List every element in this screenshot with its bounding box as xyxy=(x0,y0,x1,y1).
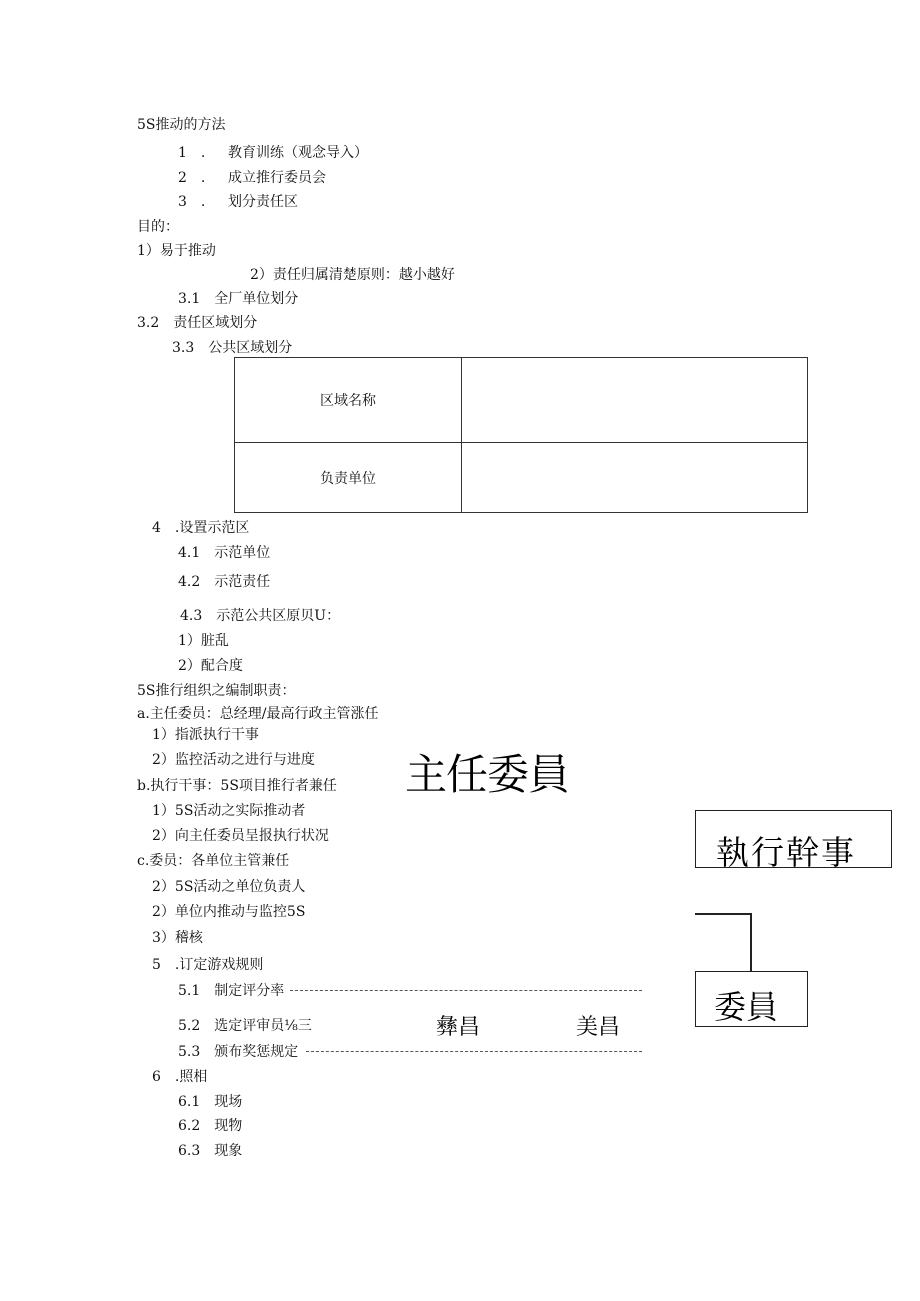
subsection-5-1: 5.1 制定评分率 xyxy=(178,983,285,999)
method-num-2: 2 . xyxy=(178,170,206,186)
method-num-1: 1 . xyxy=(178,145,206,161)
subsection-4-2: 4.2 示范责任 xyxy=(178,574,271,590)
principle-item-1: 1）脏乱 xyxy=(178,633,229,649)
chair-duty-2: 2）监控活动之进行与进度 xyxy=(152,752,315,768)
method-text-2: 成立推行委员会 xyxy=(228,170,326,186)
executive-duty-1: 1）5S活动之实际推动者 xyxy=(152,803,306,819)
section-5: 5 .订定游戏规则 xyxy=(152,957,264,973)
subsection-3-3: 3.3 公共区域划分 xyxy=(172,340,293,356)
responsible-unit-value xyxy=(462,443,808,513)
chair-line: a.主任委员：总经理/最高行政主管涨任 xyxy=(137,706,379,722)
executive-duty-2: 2）向主任委员呈报执行状况 xyxy=(152,828,329,844)
subsection-4-3: 4.3 示范公共区原贝U： xyxy=(180,608,341,624)
member-duty-3: 3）稽核 xyxy=(152,930,203,946)
method-text-3: 划分责任区 xyxy=(228,194,298,210)
org-chart-member: 委員 xyxy=(714,988,779,1026)
chair-duty-1: 1）指派执行干事 xyxy=(152,727,259,743)
org-chart-executive-box xyxy=(695,810,892,868)
org-chart-connector-v xyxy=(750,913,752,971)
section-6: 6 .照相 xyxy=(152,1069,208,1085)
org-chart-member-box xyxy=(695,971,808,1027)
purpose-item-2: 2）责任归属清楚原则：越小越好 xyxy=(250,267,455,283)
subsection-6-1: 6.1 现场 xyxy=(178,1094,243,1110)
section-4: 4 .设置示范区 xyxy=(152,520,250,536)
subsection-6-2: 6.2 现物 xyxy=(178,1118,243,1134)
subsection-3-1: 3.1 全厂单位划分 xyxy=(178,291,299,307)
area-name-value xyxy=(462,358,808,443)
purpose-label: 目的： xyxy=(137,219,179,235)
area-name-label: 区域名称 xyxy=(235,358,462,443)
org-chart-connector-h xyxy=(695,913,751,915)
subsection-5-3: 5.3 颁布奖惩规定 xyxy=(178,1044,299,1060)
principle-item-2: 2）配合度 xyxy=(178,658,243,674)
responsible-unit-label: 负责单位 xyxy=(235,443,462,513)
member-line: c.委员：各单位主管兼任 xyxy=(137,853,290,869)
member-duty-1: 2）5S活动之单位负责人 xyxy=(152,879,306,895)
executive-line: b.执行干事：5S项目推行者兼任 xyxy=(137,778,337,794)
section-heading: 5S推动的方法 xyxy=(137,117,226,133)
subsection-4-1: 4.1 示范单位 xyxy=(178,545,271,561)
org-chart-chair: 主任委員 xyxy=(405,750,570,799)
method-text-1: 教育训练（观念导入） xyxy=(228,145,368,161)
dashed-rule-5-3 xyxy=(306,1051,642,1052)
purpose-item-1: 1）易于推动 xyxy=(137,243,216,259)
org-chart-label-left: 彝昌 xyxy=(436,1015,481,1040)
org-chart-executive: 執行幹事 xyxy=(716,833,856,868)
dashed-rule-5-1 xyxy=(290,990,642,991)
method-num-3: 3 . xyxy=(178,194,206,210)
member-duty-2: 2）单位内推动与监控5S xyxy=(152,904,306,920)
subsection-3-2: 3.2 责任区域划分 xyxy=(137,315,258,331)
org-chart-label-right: 美昌 xyxy=(576,1015,621,1040)
area-table xyxy=(234,357,808,513)
subsection-5-2: 5.2 选定评审员⅛三 xyxy=(178,1018,312,1034)
org-heading: 5S推行组织之编制职责： xyxy=(137,683,296,699)
subsection-6-3: 6.3 现象 xyxy=(178,1143,243,1159)
